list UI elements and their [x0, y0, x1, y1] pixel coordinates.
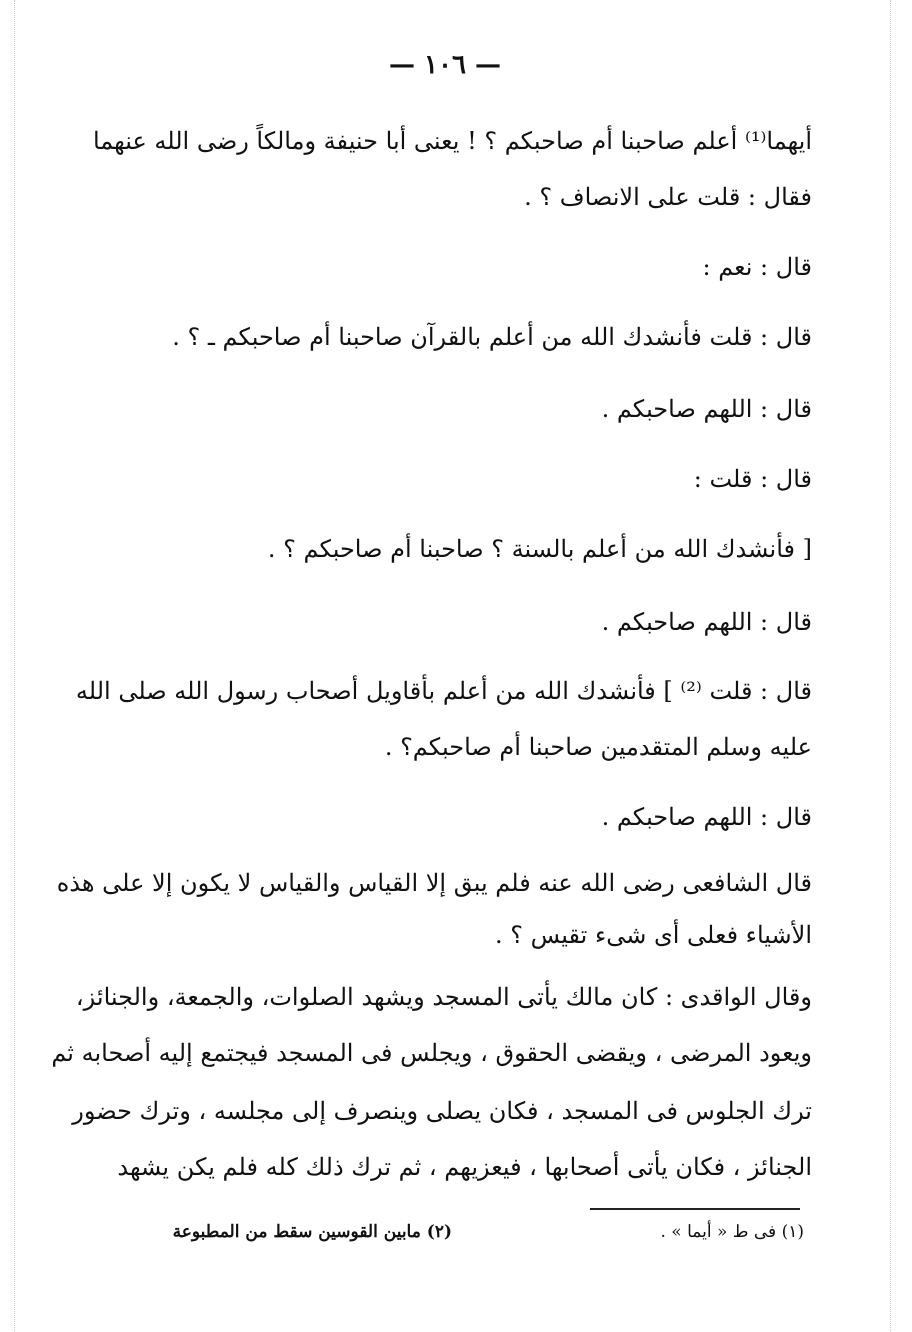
- page-number: — ١٠٦ —: [388, 50, 502, 80]
- text-line-2: فقال : قلت على الانصاف ؟ .: [524, 183, 812, 211]
- text-line-9: قال : قلت ⁽²⁾ ] فأنشدك الله من أعلم بأقاويل أصحاب رسول الله صلى الله: [75, 677, 812, 705]
- text-line-12: قال الشافعى رضى الله عنه فلم يبق إلا القياس والقياس لا يكون إلا على هذه: [56, 869, 812, 897]
- text-line-17: الجنائز ، فكان يأتى أصحابها ، فيعزيهم ، ثم ترك ذلك كله فلم يكن يشهد: [117, 1153, 812, 1181]
- text-line-16: ترك الجلوس فى المسجد ، فكان يصلى وينصرف إلى مجلسه ، وترك حضور: [72, 1097, 812, 1125]
- footnote-1: (١) فى ط « أيما » .: [660, 1222, 804, 1242]
- text-line-13: الأشياء فعلى أى شىء تقيس ؟ .: [495, 921, 812, 949]
- text-line-8: قال : اللهم صاحبكم .: [601, 608, 812, 636]
- scan-edge-right: [890, 0, 891, 1332]
- text-line-15: ويعود المرضى ، ويقضى الحقوق ، ويجلس فى المسجد فيجتمع إليه أصحابه ثم: [51, 1039, 812, 1067]
- text-line-11: قال : اللهم صاحبكم .: [601, 803, 812, 831]
- scan-edge-left: [14, 0, 15, 1332]
- footnote-2: (٢) مابين القوسين سقط من المطبوعة: [172, 1222, 452, 1242]
- text-line-6: قال : قلت :: [693, 465, 812, 493]
- text-line-4: قال : قلت فأنشدك الله من أعلم بالقرآن صاحبنا أم صاحبكم ـ ؟ .: [172, 323, 812, 351]
- text-line-14: وقال الواقدى : كان مالك يأتى المسجد ويشهد الصلوات، والجمعة، والجنائز،: [75, 983, 812, 1011]
- text-line-5: قال : اللهم صاحبكم .: [601, 395, 812, 423]
- text-line-3: قال : نعم :: [702, 253, 812, 281]
- footnote-separator: [590, 1208, 800, 1210]
- text-line-7: [ فأنشدك الله من أعلم بالسنة ؟ صاحبنا أم صاحبكم ؟ .: [267, 535, 812, 563]
- text-line-1: أيهما⁽¹⁾ أعلم صاحبنا أم صاحبكم ؟ ! يعنى أبا حنيفة ومالكاً رضى الله عنهما: [92, 127, 812, 155]
- text-line-10: عليه وسلم المتقدمين صاحبنا أم صاحبكم؟ .: [384, 733, 812, 761]
